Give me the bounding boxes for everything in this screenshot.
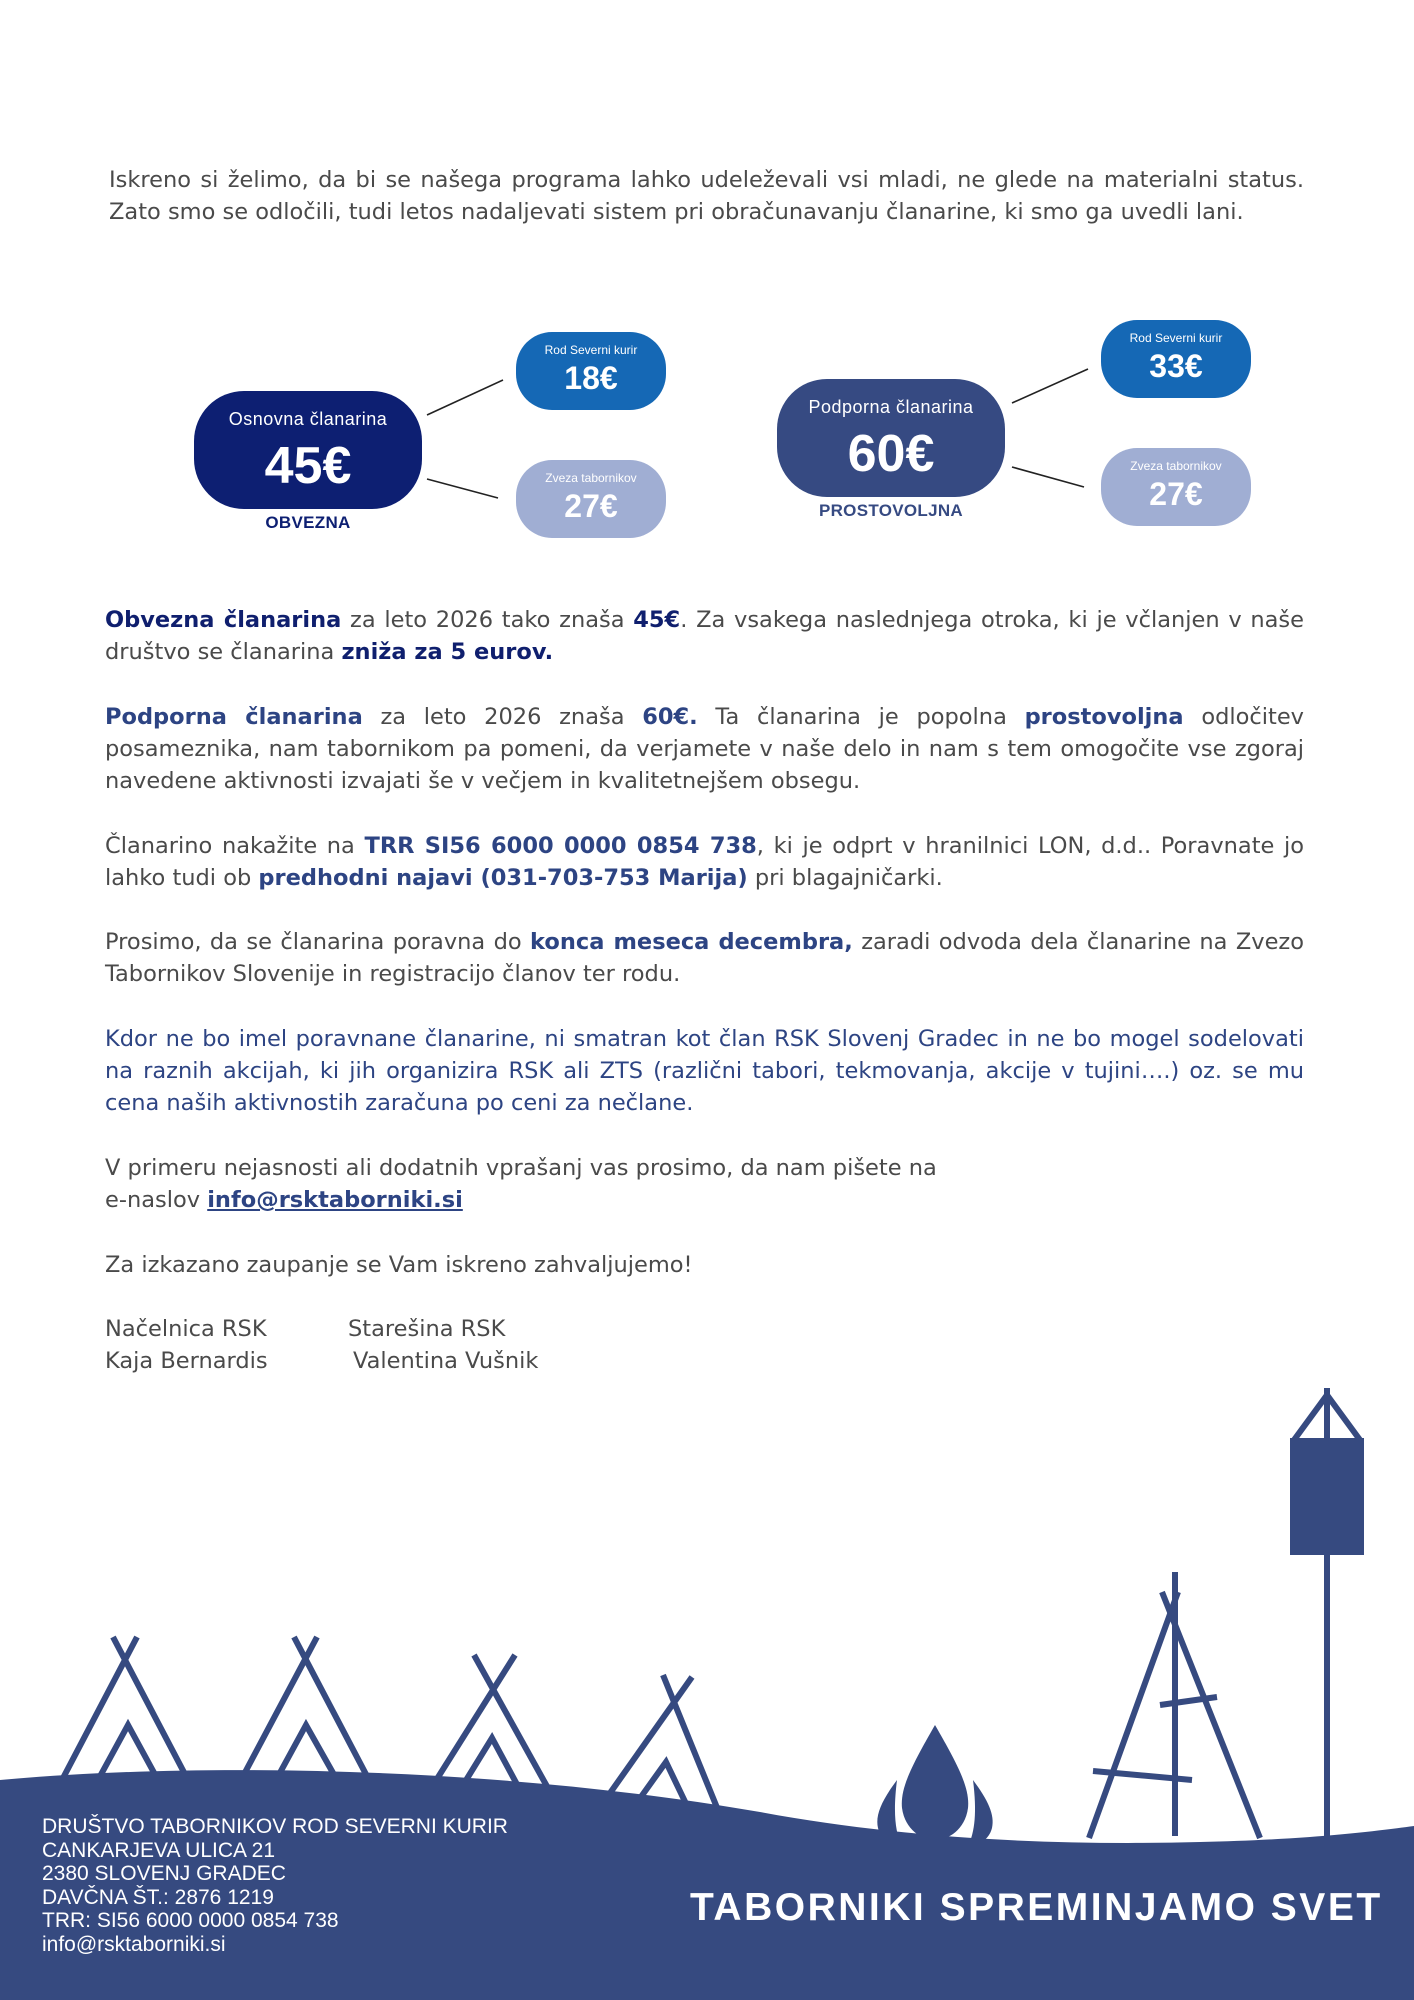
mandatory-fee-amount: 45€ [264, 437, 352, 495]
p4-bold-1: konca meseca decembra, [530, 929, 853, 955]
p2-text-3: odločitev posameznika, nam tabornikom pa pomeni, da verjamete v naše delo in nam s tem omogočite vse zgoraj navedene aktivnosti izvajati še v večjem in kvalitetnejšem obsegu. [105, 704, 1304, 794]
p1-bold-2: 45€ [633, 607, 681, 633]
signature-2-role: Starešina RSK [348, 1316, 506, 1342]
mandatory-zveza-label: Zveza tabornikov [545, 471, 637, 485]
signature-1-name: Kaja Bernardis [105, 1348, 268, 1374]
supporting-fee-amount: 60€ [847, 425, 935, 483]
p6-prefix: e-naslov [105, 1187, 208, 1213]
p3-bank-account: TRR SI56 6000 0000 0854 738 [364, 833, 757, 859]
p2-bold-3: prostovoljna [1024, 704, 1184, 730]
p1-text-2: . Za vsakega naslednjega otroka, ki je včlanjen v naše društvo se članarina [105, 607, 1305, 665]
intro-paragraph: Iskreno si želimo, da bi se našega programa lahko udeleževali vsi mladi, ne glede na materialni status. Zato smo se odločili, tudi letos nadaljevati sistem pri obračunavanju članarine, ki smo ga uvedli lani. [109, 167, 1304, 225]
tower-icon [1089, 1572, 1260, 1838]
supporting-zveza-label: Zveza tabornikov [1130, 459, 1222, 473]
tent-icon [62, 1637, 188, 1780]
supporting-tag: PROSTOVOLJNA [818, 501, 964, 520]
supporting-fee-label: Podporna članarina [808, 397, 974, 417]
flag-icon [1290, 1438, 1364, 1555]
footer-address [42, 1815, 508, 1956]
p1-bold-3: zniža za 5 eurov. [341, 639, 554, 665]
p3-phone: predhodni najavi (031-703-753 Marija) [258, 865, 748, 891]
p1-text-1: za leto 2026 tako znaša [341, 607, 634, 633]
footer-city: 2380 SLOVENJ GRADEC [42, 1862, 286, 1885]
footer-org-name: DRUŠTVO TABORNIKOV ROD SEVERNI KURIR [42, 1815, 508, 1838]
p3-text-2: , ki je odprt v hranilnici LON, d.d.. Poravnate jo lahko tudi ob [105, 833, 1305, 891]
p2-bold-1: Podporna članarina [105, 704, 363, 730]
p2-text-2: Ta članarina je popolna [697, 704, 1025, 730]
p1-bold-1: Obvezna članarina [105, 607, 342, 633]
thanks-line: Za izkazano zaupanje se Vam iskreno zahvaljujemo! [105, 1252, 693, 1278]
email-link[interactable]: info@rsktaborniki.si [207, 1187, 463, 1213]
footer-email[interactable]: info@rsktaborniki.si [42, 1932, 226, 1956]
footer-street: CANKARJEVA ULICA 21 [42, 1838, 276, 1862]
mandatory-tag: OBVEZNA [265, 513, 351, 532]
mandatory-rod-amount: 18€ [564, 360, 618, 396]
p6-line-1: V primeru nejasnosti ali dodatnih vprašanj vas prosimo, da nam pišete na [105, 1155, 937, 1181]
tent-icon [241, 1637, 369, 1780]
p2-text-1: za leto 2026 znaša [362, 704, 643, 730]
p2-bold-2: 60€. [642, 704, 698, 730]
p4-text-2: zaradi odvoda dela članarine na Zvezo Tabornikov Slovenije in registracijo članov ter rodu. [105, 929, 1304, 987]
mandatory-rod-label: Rod Severni kurir [544, 343, 638, 357]
supporting-rod-label: Rod Severni kurir [1129, 331, 1223, 345]
nonmember-paragraph: Kdor ne bo imel poravnane članarine, ni smatran kot član RSK Slovenj Gradec in ne bo mogel sodelovati na raznih akcijah, ki jih organizira RSK ali ZTS (različni tabori, tekmovanja, akcije v tujini….) oz. se mu cena naših aktivnostih zaračuna po ceni za nečlane. [105, 1026, 1304, 1116]
mandatory-zveza-amount: 27€ [564, 488, 618, 524]
campfire-icon [877, 1725, 992, 1846]
mandatory-fee-label: Osnovna članarina [228, 409, 388, 429]
p3-text-3: pri blagajničarki. [747, 865, 943, 891]
signature-1-role: Načelnica RSK [105, 1316, 267, 1342]
supporting-zveza-amount: 27€ [1149, 476, 1203, 512]
footer-slogan: TABORNIKI SPREMINJAMO SVET [690, 1886, 1383, 1929]
footer-tax-number: DAVČNA ŠT.: 2876 1219 [42, 1885, 274, 1909]
supporting-rod-amount: 33€ [1149, 348, 1203, 384]
tent-icon [430, 1655, 549, 1790]
p3-text-1: Članarino nakažite na [105, 833, 365, 859]
signature-2-name: Valentina Vušnik [353, 1348, 539, 1374]
footer-bank-account: TRR: SI56 6000 0000 0854 738 [42, 1909, 339, 1932]
p4-text-1: Prosimo, da se članarina poravna do [105, 929, 531, 955]
